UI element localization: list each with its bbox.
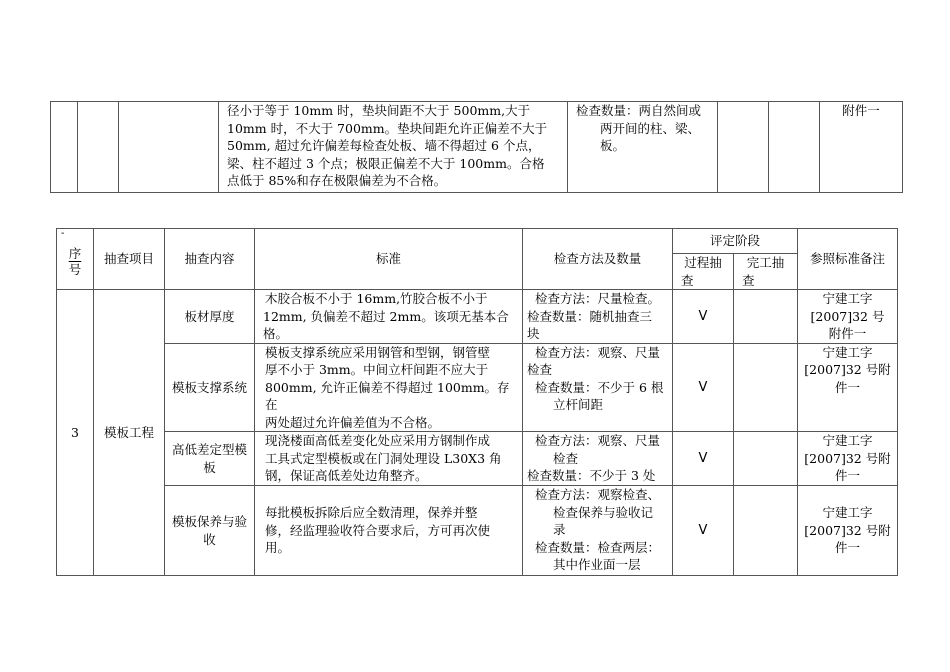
process-check-cell [673, 432, 734, 486]
t1-method-cell [568, 102, 718, 193]
header-seq [57, 229, 94, 290]
method-line: 检查方法：观察检查、 [535, 487, 661, 502]
seq-cell [57, 290, 94, 576]
seq-value: 3 [71, 424, 79, 440]
t1-method-line: 两开间的柱、梁、 [600, 120, 701, 136]
standard-cell [255, 486, 523, 576]
t1-reference: 附件一 [842, 103, 880, 118]
method-line: 其中作业面一层 [553, 557, 641, 572]
content-line: 模板保养与验 [171, 514, 247, 529]
complete-check-cell [734, 486, 798, 576]
t1-method-line: 检查数量：两自然间或 [576, 103, 702, 118]
table-row [57, 432, 898, 486]
header-seq-line: 序 [68, 246, 82, 261]
method-cell [523, 432, 673, 486]
t1-content-cell [119, 102, 219, 193]
standard-line: 厚不小于 3mm。中间立杆间距不应大于 [265, 362, 489, 377]
item-cell [94, 290, 165, 576]
t1-method-line: 板。 [600, 138, 626, 153]
content-line: 板材厚度 [184, 308, 235, 324]
process-check-mark: V [698, 522, 708, 538]
complete-check-cell [734, 343, 798, 432]
standard-cell [255, 343, 523, 432]
t1-standard-cell [219, 102, 568, 193]
reference-line: [2007]32 号附 [804, 522, 891, 538]
process-check-mark: V [698, 379, 708, 395]
table-row [57, 290, 898, 344]
header-reference [798, 229, 898, 290]
content-cell [165, 343, 255, 432]
reference-line: [2007]32 号 [810, 308, 885, 324]
t1-reference-cell [820, 102, 903, 193]
standard-line: 每批模板拆除后应全数清理，保养并整 [265, 505, 478, 521]
header-content-label: 抽查内容 [184, 251, 235, 267]
t1-standard-line: 10mm 时，不大于 700mm。垫块间距允许正偏差不大于 [227, 120, 548, 136]
continuation-table [50, 101, 903, 193]
header-complete [734, 254, 798, 290]
reference-cell [798, 343, 898, 432]
header-item-label: 抽查项目 [103, 251, 154, 267]
header-seq-dot: - [61, 228, 65, 239]
method-line: 块 [527, 326, 540, 341]
inspection-table [56, 228, 898, 576]
t1-standard-line: 径小于等于 10mm 时，垫块间距不大于 500mm,大于 [227, 103, 531, 118]
method-line: 检查保养与验收记 [553, 504, 654, 520]
content-line: 高低差定型模 [171, 442, 247, 457]
reference-line: 附件一 [828, 326, 867, 341]
header-seq-line: 号 [68, 262, 82, 277]
header-method [523, 229, 673, 290]
reference-line: 宁建工字 [822, 505, 873, 521]
standard-line: 用。 [265, 540, 291, 556]
header-process-line: 查 [681, 272, 694, 288]
standard-line: 工具式定型模板或在门洞处理设 L30X3 角 [265, 450, 502, 466]
standard-line: 现浇楼面高低差变化处应采用方钢制作成 [265, 433, 491, 448]
method-line: 检查数量：不少于 6 根 [535, 379, 664, 395]
complete-check-cell [734, 290, 798, 344]
standard-line: 12mm, 负偏差不超过 2mm。该项无基本合 [263, 308, 509, 324]
standard-cell [255, 432, 523, 486]
process-check-cell [673, 290, 734, 344]
t1-seq-cell [51, 102, 78, 193]
method-line: 检查方法：观察、尺量 [535, 344, 661, 360]
content-cell [165, 432, 255, 486]
table-row [57, 486, 898, 576]
method-cell [523, 486, 673, 576]
process-check-mark: V [698, 450, 708, 466]
header-item [94, 229, 165, 290]
method-line: 检查方法：尺量检查。 [535, 291, 661, 306]
reference-line: [2007]32 号附 [804, 362, 891, 377]
method-line: 检查数量：随机抽查三 [527, 308, 653, 324]
method-line: 检查 [527, 362, 553, 377]
content-cell [165, 486, 255, 576]
t1-standard-line: 点低于 85%和存在极限偏差为不合格。 [227, 173, 447, 188]
reference-cell [798, 486, 898, 576]
process-check-mark: V [698, 308, 708, 324]
standard-line: 模板支撑系统应采用钢管和型钢，钢管壁 [265, 344, 491, 360]
method-cell [523, 343, 673, 432]
standard-line: 格。 [263, 326, 289, 341]
reference-cell [798, 432, 898, 486]
header-complete-line: 查 [742, 272, 755, 288]
standard-cell [255, 290, 523, 344]
reference-line: 宁建工字 [822, 291, 873, 306]
reference-line: 宁建工字 [822, 344, 873, 360]
header-complete-line: 完工抽 [746, 255, 785, 270]
reference-line: 宁建工字 [822, 433, 873, 448]
method-line: 录 [553, 522, 566, 537]
reference-line: 件一 [835, 540, 861, 556]
reference-line: 件一 [835, 379, 861, 395]
standard-line: 800mm, 允许正偏差不得超过 100mm。存在 [265, 379, 510, 412]
process-check-cell [673, 486, 734, 576]
item-value: 模板工程 [103, 424, 154, 440]
process-check-cell [673, 343, 734, 432]
content-cell [165, 290, 255, 344]
header-process-line: 过程抽 [684, 255, 722, 270]
t1-item-cell [78, 102, 119, 193]
complete-check-cell [734, 432, 798, 486]
header-reference-label: 参照标准备注 [810, 251, 886, 267]
header-standard-label: 标准 [375, 251, 401, 267]
content-line: 模板支撑系统 [171, 379, 247, 395]
header-method-label: 检查方法及数量 [553, 251, 642, 267]
t1-standard-line: 梁、柱不超过 3 个点；极限正偏差不大于 100mm。合格 [227, 155, 545, 171]
reference-line: [2007]32 号附 [804, 450, 891, 466]
standard-line: 钢，保证高低差处边角整齐。 [265, 468, 428, 483]
method-line: 检查数量：不少于 3 处 [527, 468, 656, 483]
standard-line: 两处超过允许偏差值为不合格。 [265, 414, 441, 430]
reference-cell [798, 290, 898, 344]
standard-line: 修，经监理验收符合要求后，方可再次使 [265, 522, 491, 538]
method-line: 检查方法：观察、尺量 [535, 433, 661, 448]
t1-process-cell [718, 102, 769, 193]
content-line: 收 [203, 531, 216, 547]
method-line: 检查数量：检查两层： [535, 539, 661, 555]
method-line: 立杆间距 [553, 397, 604, 412]
method-cell [523, 290, 673, 344]
header-standard [255, 229, 523, 290]
t1-complete-cell [769, 102, 820, 193]
reference-line: 件一 [835, 468, 861, 483]
method-line: 检查 [553, 450, 579, 466]
t1-standard-line: 50mm, 超过允许偏差每检查处板、墙不得超过 6 个点， [227, 138, 541, 153]
content-line: 板 [203, 459, 216, 475]
header-stage-label: 评定阶段 [710, 233, 761, 249]
header-process [673, 254, 734, 290]
header-stage [673, 229, 798, 254]
table-row [57, 343, 898, 432]
header-content [165, 229, 255, 290]
standard-line: 木胶合板不小于 16mm,竹胶合板不小于 [265, 291, 488, 306]
